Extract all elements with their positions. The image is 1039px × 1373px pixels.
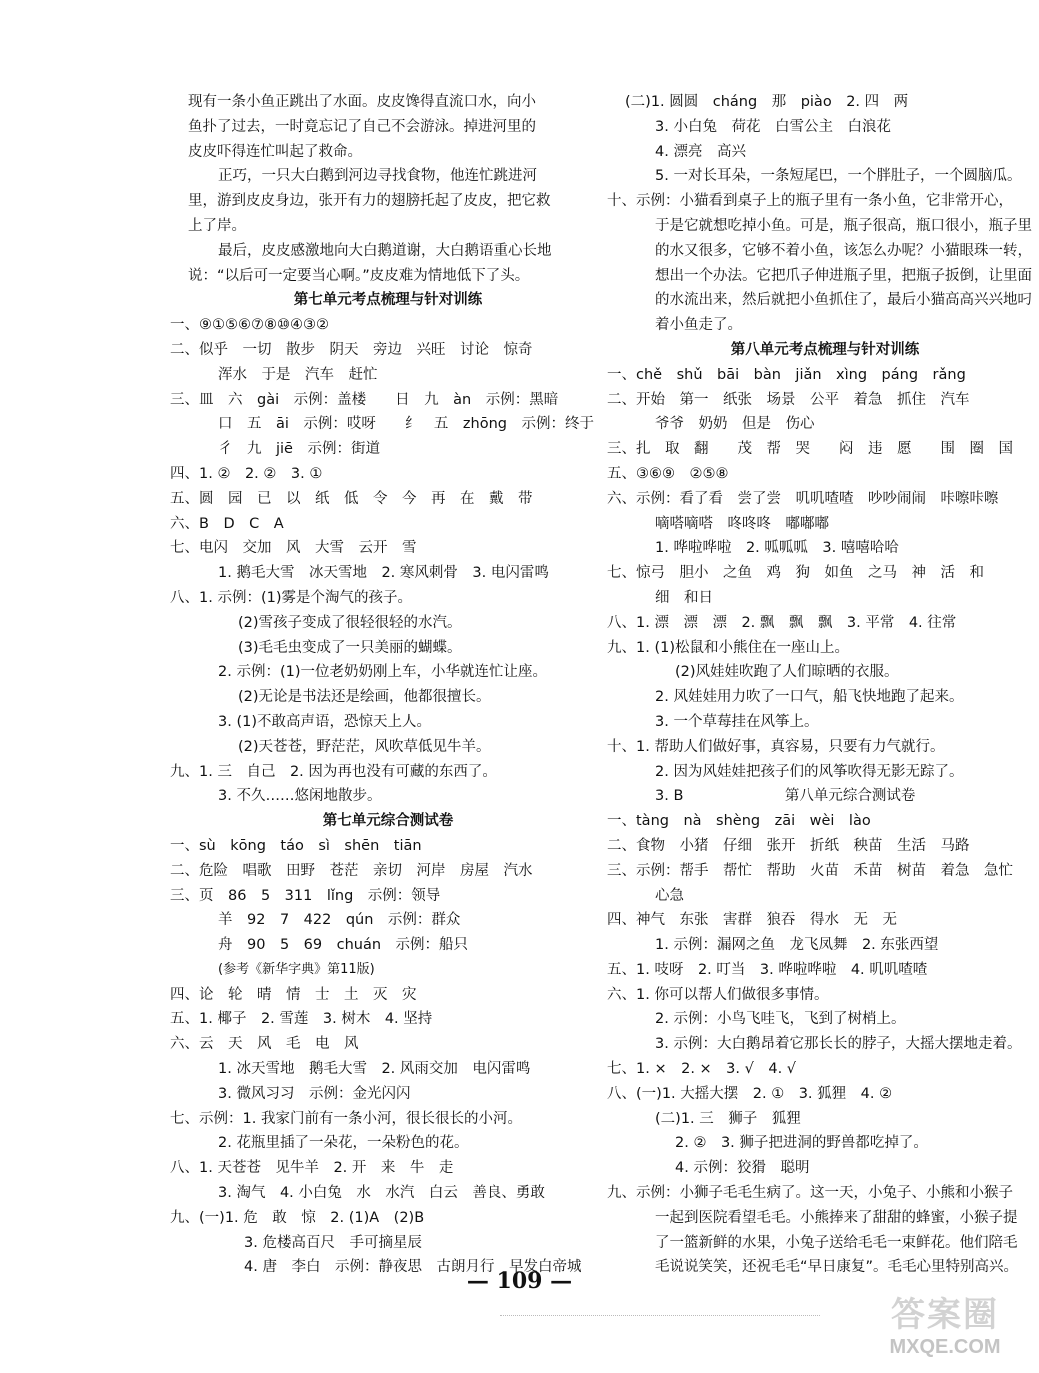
answer-line: 的水又很多，它够不着小鱼，该怎么办呢？小猫眼珠一转，: [655, 242, 1032, 259]
answer-line: 八、1. 天苍苍 见牛羊 2. 开 来 牛 走: [170, 1160, 454, 1177]
answer-line: 细 和日: [655, 589, 713, 606]
answer-line: 八、1. 漂 漂 漂 2. 飘 飘 飘 3. 平常 4. 往常: [607, 614, 957, 631]
answer-line: 3. 危楼高百尺 手可摘星辰: [244, 1234, 422, 1251]
answer-line: 2. ② 3. 狮子把进洞的野兽都吃掉了。: [675, 1135, 928, 1152]
answer-line: 2. 示例：(1)一位老奶奶刚上车，小华就连忙让座。: [218, 664, 547, 681]
right-column: [607, 90, 1032, 1280]
answer-line: 说：“以后可一定要当心啊。”皮皮难为情地低下了头。: [188, 267, 530, 284]
answer-line: 1. 示例：漏网之鱼 龙飞凤舞 2. 东张西望: [655, 937, 939, 954]
answer-line: 三、示例：帮手 帮忙 帮助 火苗 禾苗 树苗 着急 急忙: [607, 862, 1013, 879]
answer-line: 3. 小白兔 荷花 白雪公主 白浪花: [655, 118, 891, 135]
answer-line: 六、B D C A: [170, 515, 284, 532]
answer-line: 3. 一个草莓挂在风筝上。: [655, 713, 819, 730]
answer-line: 3. B 第八单元综合测试卷: [655, 788, 916, 805]
answer-line: 一、chě shǔ bāi bàn jiǎn xìng páng rǎng: [607, 366, 966, 383]
answer-line: 二、食物 小猪 仔细 张开 折纸 秧苗 生活 马路: [607, 837, 970, 854]
answer-line: 舟 90 5 69 chuán 示例：船只: [218, 937, 469, 954]
answer-line: 鱼扑了过去，一时竟忘记了自己不会游泳。掉进河里的: [188, 118, 536, 135]
answer-line: 五、1. 吱呀 2. 叮当 3. 哗啦哗啦 4. 叽叽喳喳: [607, 961, 928, 978]
answer-line: 二、危险 唱歌 田野 苍茫 亲切 河岸 房屋 汽水: [170, 862, 533, 879]
answer-line: 了一篮新鲜的水果，小兔子送给毛毛一束鲜花。他们陪毛: [655, 1234, 1018, 1251]
answer-line: 八、1. 示例：(1)雾是个淘气的孩子。: [170, 589, 412, 606]
answer-line: (参考《新华字典》第11版): [218, 961, 375, 977]
answer-line: 1. 哗啦哗啦 2. 呱呱呱 3. 嘻嘻哈哈: [655, 540, 899, 557]
answer-line: 十、示例：小猫看到桌子上的瓶子里有一条小鱼，它非常开心，: [607, 193, 1013, 210]
answer-line: 九、1. 三 自己 2. 因为再也没有可藏的东西了。: [170, 763, 497, 780]
answer-line: 六、1. 你可以帮人们做很多事情。: [607, 986, 829, 1003]
answer-line: 1. 冰天雪地 鹅毛大雪 2. 风雨交加 电闪雷鸣: [218, 1061, 531, 1078]
answer-line: 五、圆 园 已 以 纸 低 令 今 再 在 戴 带: [170, 490, 533, 507]
answer-line: 彳 九 jiē 示例：街道: [218, 441, 380, 458]
answer-line: 2. 花瓶里插了一朵花，一朵粉色的花。: [218, 1135, 469, 1152]
answer-line: (3)毛毛虫变成了一只美丽的蝴蝶。: [238, 639, 462, 656]
answer-line: 七、1. × 2. × 3. √ 4. √: [607, 1061, 797, 1078]
answer-line: (二)1. 圆圆 cháng 那 piào 2. 四 两: [625, 94, 909, 110]
answer-line: 2. 风娃娃用力吹了一口气，船飞快地跑了起来。: [655, 689, 964, 706]
answer-line: 想出一个办法。它把爪子伸进瓶子里，把瓶子扳倒，让里面: [655, 267, 1032, 284]
answer-line: 里，游到皮皮身边，张开有力的翅膀托起了皮皮，把它救: [188, 193, 551, 210]
answer-line: 心急: [655, 887, 684, 904]
answer-line: 现有一条小鱼正跳出了水面。皮皮馋得直流口水，向小: [188, 94, 536, 110]
answer-line: 四、论 轮 晴 情 士 土 灭 灾: [170, 986, 417, 1003]
answer-line: 四、1. ② 2. ② 3. ①: [170, 465, 323, 482]
section-heading: 第七单元考点梳理与针对训练: [293, 291, 483, 309]
answer-line: 六、云 天 风 毛 电 风: [170, 1036, 359, 1053]
answer-line: 正巧，一只大白鹅到河边寻找食物，他连忙跳进河: [218, 168, 537, 185]
answer-line: 口 五 āi 示例：哎呀 纟 五 zhōng 示例：终于: [218, 416, 594, 433]
answer-line: 七、电闪 交加 风 大雪 云开 雪: [170, 540, 417, 557]
answer-line: 浑水 于是 汽车 赶忙: [218, 366, 378, 383]
answer-line: 4. 唐 李白 示例：静夜思 古朗月行 早发白帝城: [244, 1259, 582, 1276]
answer-line: 三、扎 取 翻 茂 帮 哭 闷 违 愿 围 圈 国: [607, 441, 1013, 458]
answer-line: 六、示例：看了看 尝了尝 叽叽喳喳 吵吵闹闹 咔嚓咔嚓: [607, 490, 999, 507]
answer-line: 二、开始 第一 纸张 场景 公平 着急 抓住 汽车: [607, 391, 970, 408]
answer-line: 2. 示例：小鸟飞哇飞，飞到了树梢上。: [655, 1011, 906, 1028]
answer-line: 3. 微风习习 示例：金光闪闪: [218, 1085, 411, 1102]
answer-line: 一、tàng nà shèng zāi wèi lào: [607, 813, 871, 830]
answer-line: 五、1. 椰子 2. 雪莲 3. 树木 4. 坚持: [170, 1011, 433, 1028]
answer-line: 二、似乎 一切 散步 阴天 旁边 兴旺 讨论 惊奇: [170, 341, 533, 358]
answer-line: 毛说说笑笑，还祝毛毛“早日康复”。毛毛心里特别高兴。: [655, 1259, 1019, 1276]
answer-line: 4. 漂亮 高兴: [655, 143, 746, 160]
answer-line: 3. 示例：大白鹅昂着它那长长的脖子，大摇大摆地走着。: [655, 1036, 1022, 1053]
answer-line: 爷爷 奶奶 但是 伤心: [655, 416, 815, 433]
answer-line: 九、(一)1. 危 敢 惊 2. (1)A (2)B: [170, 1209, 425, 1226]
watermark: [860, 1295, 1030, 1359]
answer-line: 着小鱼走了。: [655, 317, 742, 334]
answer-line: 八、(一)1. 大摇大摆 2. ① 3. 狐狸 4. ②: [607, 1085, 893, 1102]
answer-line: 皮皮吓得连忙叫起了救命。: [188, 143, 362, 160]
answer-line: 一起到医院看望毛毛。小熊捧来了甜甜的蜂蜜，小猴子提: [655, 1209, 1018, 1226]
section-heading: 第七单元综合测试卷: [322, 812, 454, 830]
answer-line: 九、示例：小狮子毛毛生病了。这一天，小兔子、小熊和小猴子: [607, 1185, 1013, 1202]
answer-line: (2)雪孩子变成了很轻很轻的水汽。: [238, 614, 462, 631]
answer-line: 羊 92 7 422 qún 示例：群众: [218, 912, 461, 929]
answer-line: 五、③⑥⑨ ②⑤⑧: [607, 465, 729, 482]
answer-line: 九、1. (1)松鼠和小熊住在一座山上。: [607, 639, 849, 656]
answer-line: 3. 淘气 4. 小白兔 水 水汽 白云 善良、勇敢: [218, 1185, 545, 1202]
answer-line: 最后，皮皮感激地向大白鹅道谢，大白鹅语重心长地: [218, 242, 552, 259]
answer-line: 嘀嗒嘀嗒 咚咚咚 嘟嘟嘟: [655, 515, 829, 532]
answer-line: 3. 不久……悠闲地散步。: [218, 788, 382, 805]
answer-line: 一、sù kōng táo sì shēn tiān: [170, 837, 422, 854]
watermark-url: MXQE.COM: [889, 1336, 1001, 1358]
answer-line: (2)无论是书法还是绘画，他都很擅长。: [238, 689, 491, 706]
answer-line: (二)1. 三 狮子 狐狸: [655, 1110, 801, 1127]
answer-line: 2. 因为风娃娃把孩子们的风筝吹得无影无踪了。: [655, 763, 964, 780]
answer-line: (2)天苍苍，野茫茫，风吹草低见牛羊。: [238, 738, 491, 755]
answer-line: 四、神气 东张 害群 狼吞 得水 无 无: [607, 912, 897, 929]
answer-line: 十、1. 帮助人们做好事，真容易，只要有力气就行。: [607, 738, 945, 755]
scan-artifact: [500, 1303, 820, 1316]
answer-line: 5. 一对长耳朵，一条短尾巴，一个胖肚子，一个圆脑瓜。: [655, 168, 1022, 185]
answer-line: 三、皿 六 gài 示例：盖楼 日 九 àn 示例：黑暗: [170, 391, 559, 408]
answer-line: 一、⑨①⑤⑥⑦⑧⑩④③②: [170, 317, 329, 334]
answer-line: 于是它就想吃掉小鱼。可是，瓶子很高，瓶口很小，瓶子里: [655, 217, 1032, 234]
answer-line: (2)风娃娃吹跑了人们晾晒的衣服。: [675, 664, 899, 681]
answer-line: 的水流出来，然后就把小鱼抓住了，最后小猫高高兴兴地叼: [655, 292, 1032, 309]
page-number: — 109 —: [466, 1268, 573, 1294]
answer-line: 七、示例：1. 我家门前有一条小河，很长很长的小河。: [170, 1110, 522, 1127]
answer-line: 上了岸。: [188, 217, 246, 234]
left-column: [170, 90, 594, 1280]
watermark-logo: 答案圈: [891, 1295, 999, 1335]
answer-line: 3. (1)不敢高声语，恐惊天上人。: [218, 713, 431, 730]
answer-line: 4. 示例：狡猾 聪明: [675, 1160, 810, 1177]
answer-line: 三、页 86 5 311 lǐng 示例：领导: [170, 887, 441, 904]
answer-line: 七、惊弓 胆小 之鱼 鸡 狗 如鱼 之马 神 活 和: [607, 565, 984, 582]
section-heading: 第八单元考点梳理与针对训练: [730, 340, 920, 358]
answer-line: 1. 鹅毛大雪 冰天雪地 2. 寒风刺骨 3. 电闪雷鸣: [218, 565, 549, 582]
